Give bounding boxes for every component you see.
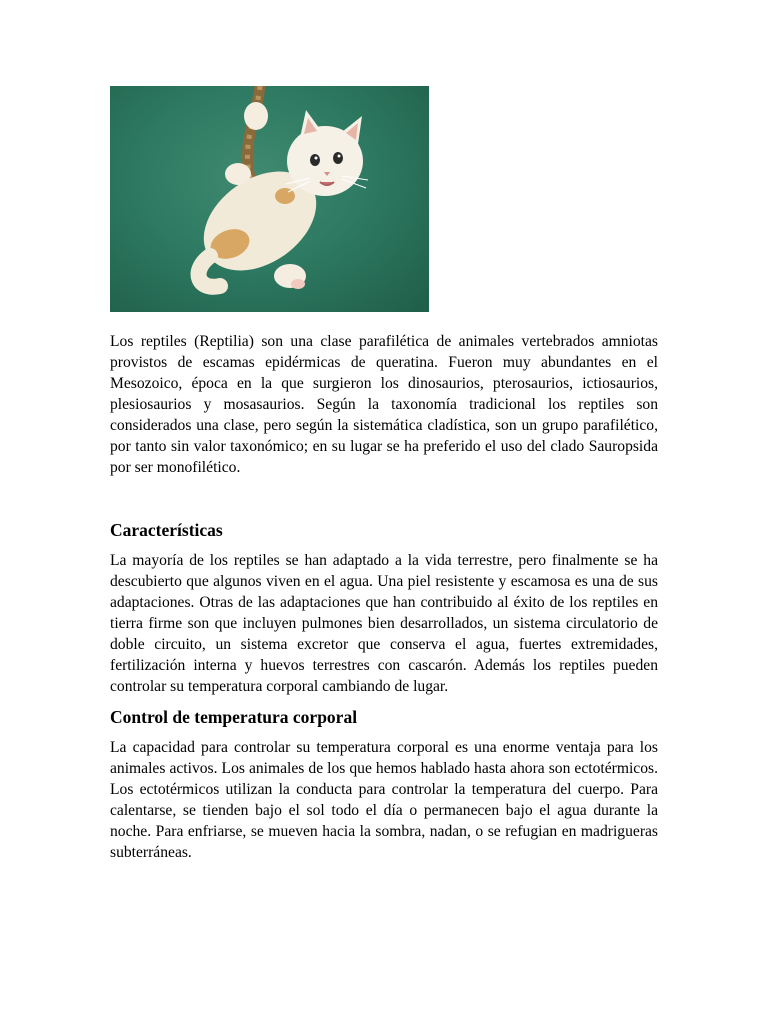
section-heading-caracteristicas: Características [110, 520, 223, 540]
kitten-illustration [110, 86, 429, 312]
document-page [110, 86, 658, 863]
section-heading-control-temperatura: Control de temperatura corporal [110, 707, 358, 727]
section-paragraph-caracteristicas: La mayoría de los reptiles se han adaptado a la vida terrestre, pero finalmente se ha descubierto que algunos viven en el agua. Una piel resistente y escamosa es una de sus adaptaciones. Otras de las adaptaciones que han contribuido al éxito de los reptiles en tierra firme son que incluyen pulmones bien desarrollados, un sistema circulatorio de doble circuito, un sistema excretor que conserva el agua, fuertes extremidades, fertilización interna y huevos terrestres con cascarón. Además los reptiles pueden controlar su temperatura corporal cambiando de lugar. [110, 552, 658, 695]
kitten-photo [110, 86, 429, 312]
section-paragraph-control-temperatura: La capacidad para controlar su temperatura corporal es una enorme ventaja para los animales activos. Los animales de los que hemos hablado hasta ahora son ectotérmicos. Los ectotérmicos utilizan la conducta para controlar la temperatura del cuerpo. Para calentarse, se tienden bajo el sol todo el día o permanecen bajo el agua durante la noche. Para enfriarse, se mueven hacia la sombra, nadan, o se refugian en madrigueras subterráneas. [110, 739, 658, 861]
intro-paragraph: Los reptiles (Reptilia) son una clase parafilética de animales vertebrados amniotas provistos de escamas epidérmicas de queratina. Fueron muy abundantes en el Mesozoico, época en la que surgieron los dinosaurios, pterosaurios, ictiosaurios, plesiosaurios y mosasaurios. Según la taxonomía tradicional los reptiles son considerados una clase, pero según la sistemática cladística, son un grupo parafilético, por tanto sin valor taxonómico; en su lugar se ha preferido el uso del clado Sauropsida por ser monofilético. [110, 333, 658, 476]
